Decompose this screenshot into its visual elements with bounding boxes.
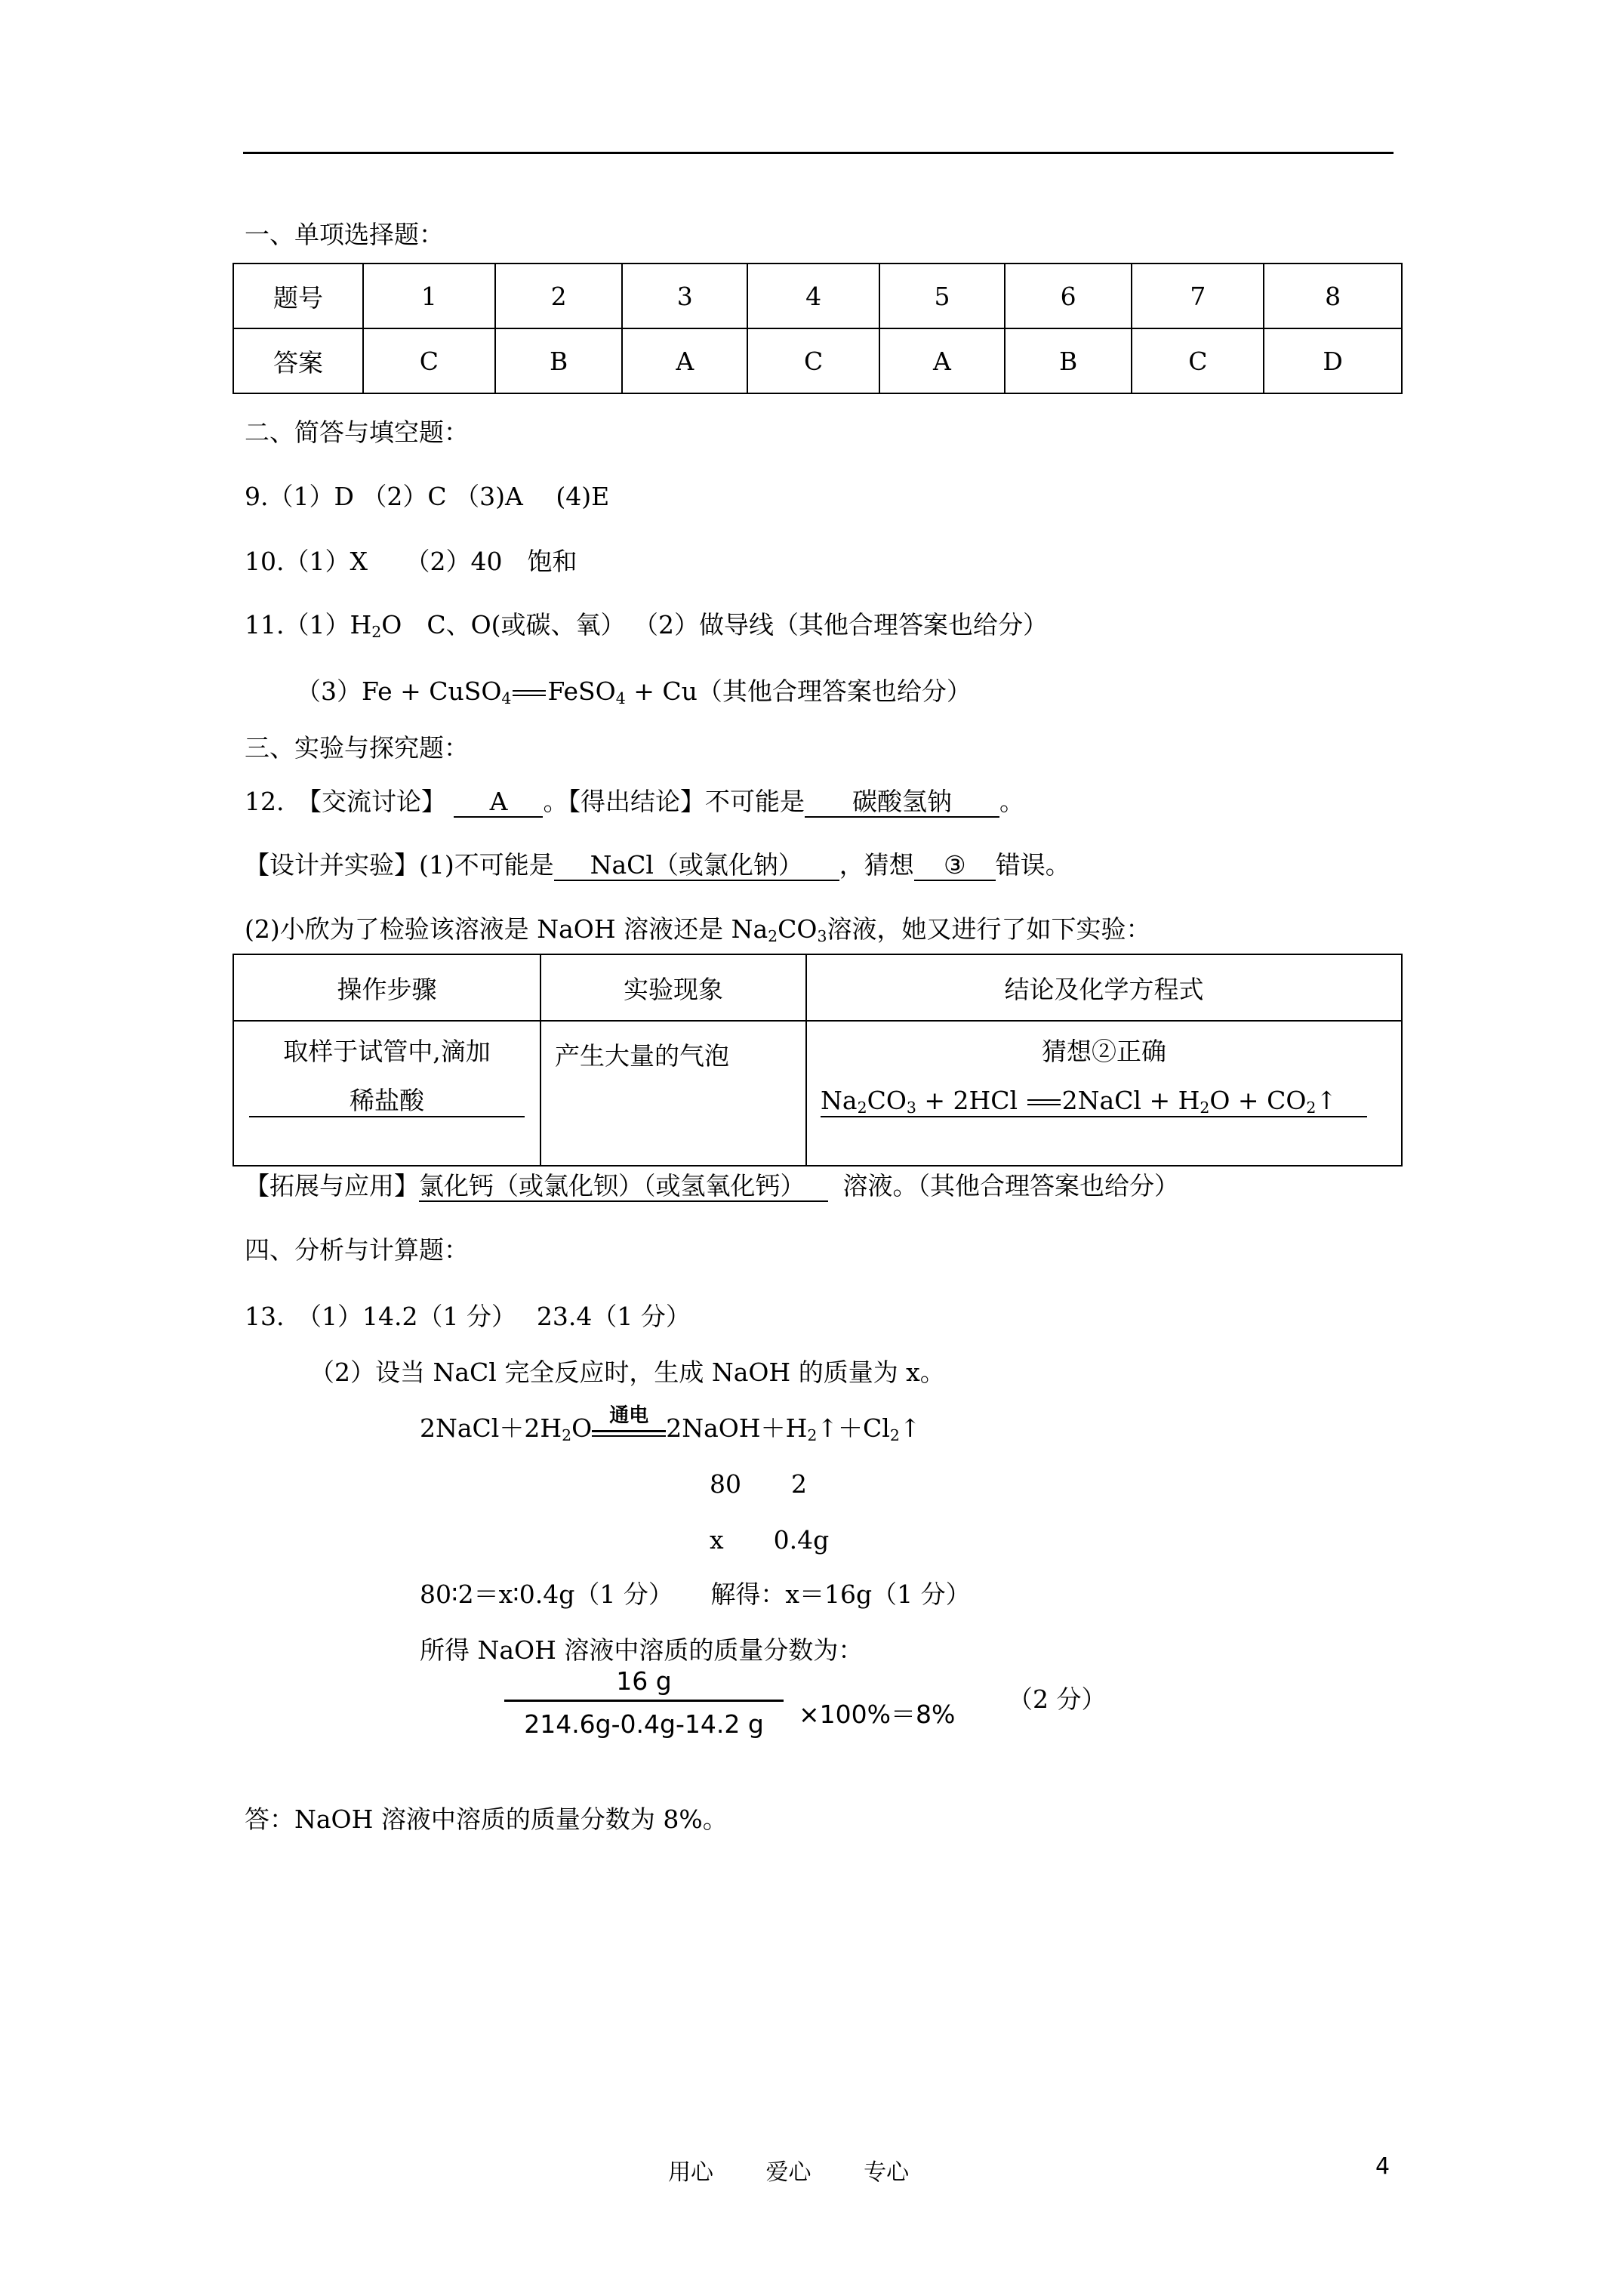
q11-text: 11.（1）H xyxy=(245,610,372,639)
eq-text: O + CO xyxy=(1209,1086,1307,1115)
table-cell: A xyxy=(622,328,747,393)
table-header-cell: 实验现象 xyxy=(540,954,806,1021)
question-9: 9.（1）D （2）C （3)A (4)E xyxy=(245,482,610,511)
answer-blank: A xyxy=(454,787,543,818)
q12-text: CO xyxy=(778,914,818,944)
table-cell: 8 xyxy=(1264,264,1402,328)
fraction-result: ×100%＝8% xyxy=(799,1700,956,1729)
question-10 xyxy=(245,542,577,578)
question-12-line1 xyxy=(245,782,1024,818)
eq-text: ↑＋Cl xyxy=(817,1413,890,1443)
q12-text: 错误。 xyxy=(995,850,1070,880)
subscript: 3 xyxy=(906,1099,916,1117)
question-11-line1 xyxy=(245,606,1048,641)
table-row xyxy=(233,328,1402,393)
fraction-score: （2 分） xyxy=(1008,1684,1107,1714)
q11-text: FeSO xyxy=(547,676,616,706)
section4-title: 四、分析与计算题： xyxy=(245,1235,469,1265)
q11-text: （3）Fe + CuSO xyxy=(296,676,502,706)
eq-text: O xyxy=(571,1413,593,1443)
eq-text: + 2HCl xyxy=(916,1086,1026,1115)
q12-text: 【设计并实验】(1)不可能是 xyxy=(245,850,554,880)
table-cell: 1 xyxy=(363,264,495,328)
q12-text: 12. 【交流讨论】 xyxy=(245,787,454,816)
step-line2: 稀盐酸 xyxy=(249,1086,525,1117)
equation-underline xyxy=(821,1086,1367,1117)
equals-sign xyxy=(513,690,546,696)
ratio-line1: 80 2 xyxy=(710,1469,807,1499)
subscript: 2 xyxy=(1200,1099,1210,1117)
q11-text: O C、O(或碳、氧） （2）做导线（其他合理答案也给分） xyxy=(381,610,1048,639)
table-cell: 题号 xyxy=(233,264,363,328)
eq-text: 2NaOH＋H xyxy=(666,1413,808,1443)
q12-text: 溶液，她又进行了如下实验： xyxy=(827,914,1151,944)
table-header-cell: 操作步骤 xyxy=(233,954,540,1021)
ratio-line2: x 0.4g xyxy=(710,1525,830,1555)
subscript: 4 xyxy=(615,689,626,708)
answer-table xyxy=(233,263,1403,394)
q12-text: (2)小欣为了检验该溶液是 NaOH 溶液还是 Na xyxy=(245,914,768,944)
electrolysis-equation xyxy=(420,1404,921,1445)
table-cell: D xyxy=(1264,328,1402,393)
answer-blank: ③ xyxy=(914,851,996,881)
table-cell: 7 xyxy=(1132,264,1264,328)
fraction-denominator: 214.6g-0.4g-14.2 g xyxy=(524,1709,764,1739)
subscript: 2 xyxy=(768,927,778,946)
table-cell: 5 xyxy=(879,264,1005,328)
table-row xyxy=(233,1021,1402,1166)
eq-text: 2NaCl + H xyxy=(1061,1086,1200,1115)
gas-arrow-icon: ↑ xyxy=(1316,1086,1338,1115)
answer-blank: 氯化钙（或氯化钡）（或氢氧化钙） xyxy=(419,1172,828,1202)
eq-text: Na xyxy=(821,1086,858,1115)
answer-blank: NaCl（或氯化钠） xyxy=(554,851,839,881)
subscript: 4 xyxy=(501,689,512,708)
q12-text: ，猜想 xyxy=(839,850,914,880)
conclusion-text: 猜想②正确 xyxy=(1042,1037,1166,1066)
final-answer: 答：NaOH 溶液中溶质的质量分数为 8%。 xyxy=(245,1804,728,1834)
subscript: 2 xyxy=(562,1426,572,1445)
eq-text: ↑ xyxy=(899,1413,921,1443)
reaction-condition xyxy=(592,1404,666,1437)
table-cell: 答案 xyxy=(233,328,363,393)
extension-line xyxy=(245,1166,1179,1202)
table-cell: B xyxy=(1005,328,1132,393)
proportion-line: 80∶2＝x∶0.4g（1 分） 解得：x＝16g（1 分） xyxy=(420,1579,971,1609)
table-cell: 2 xyxy=(495,264,623,328)
subscript: 2 xyxy=(857,1099,867,1117)
subscript: 2 xyxy=(1306,1099,1317,1117)
answer-blank: 碳酸氢钠 xyxy=(805,787,999,818)
step-line1: 取样于试管中,滴加 xyxy=(283,1037,491,1066)
question-12-line3 xyxy=(245,910,1151,945)
table-cell-step xyxy=(233,1021,540,1166)
table-cell: 3 xyxy=(622,264,747,328)
section1-title: 一、单项选择题： xyxy=(245,220,444,249)
table-cell: B xyxy=(495,328,623,393)
subscript: 3 xyxy=(817,927,827,946)
footer-motto: 用心 爱心 专心 xyxy=(668,2159,910,2186)
section2-title: 二、简答与填空题： xyxy=(245,418,469,447)
q12-text: 。 xyxy=(999,787,1024,816)
chemical-equation xyxy=(807,1086,1401,1117)
experiment-table xyxy=(233,954,1403,1166)
condition-label: 通电 xyxy=(609,1404,649,1427)
eq-text: CO xyxy=(867,1086,907,1115)
question-12-line2 xyxy=(245,846,1070,881)
table-cell: C xyxy=(1132,328,1264,393)
table-cell: A xyxy=(879,328,1005,393)
q11-text: + Cu（其他合理答案也给分） xyxy=(625,676,972,706)
mass-fraction xyxy=(504,1663,784,1747)
page-number: 4 xyxy=(1375,2153,1390,2180)
table-row xyxy=(233,954,1402,1021)
table-cell-phenomenon: 产生大量的气泡 xyxy=(540,1021,806,1166)
q10-saturated: 饱和 xyxy=(527,547,577,576)
table-header-cell: 结论及化学方程式 xyxy=(806,954,1402,1021)
eq-text: 2NaCl＋2H xyxy=(420,1413,562,1443)
table-cell-conclusion xyxy=(806,1021,1402,1166)
fraction-numerator: 16 g xyxy=(504,1663,784,1702)
equals-sign xyxy=(1027,1099,1061,1105)
equals-sign xyxy=(592,1430,666,1437)
subscript: 2 xyxy=(371,623,382,642)
q10-text: 10.（1）X （2）40 xyxy=(245,547,528,576)
table-cell: C xyxy=(747,328,879,393)
subscript: 2 xyxy=(889,1426,900,1445)
table-row xyxy=(233,264,1402,328)
question-11-line2 xyxy=(296,672,972,707)
table-cell: 4 xyxy=(747,264,879,328)
extension-text: 溶液。（其他合理答案也给分） xyxy=(842,1171,1179,1200)
subscript: 2 xyxy=(807,1426,818,1445)
extension-label: 【拓展与应用】 xyxy=(245,1171,419,1200)
question-13-line2: （2）设当 NaCl 完全反应时，生成 NaOH 的质量为 x。 xyxy=(310,1358,945,1387)
fraction-intro: 所得 NaOH 溶液中溶质的质量分数为： xyxy=(420,1635,864,1665)
header-rule xyxy=(243,152,1394,154)
table-cell: C xyxy=(363,328,495,393)
section3-title: 三、实验与探究题： xyxy=(245,733,469,763)
question-13-line1: 13. （1）14.2（1 分） 23.4（1 分） xyxy=(245,1302,691,1331)
q12-text: 。【得出结论】不可能是 xyxy=(543,787,805,816)
table-cell: 6 xyxy=(1005,264,1132,328)
